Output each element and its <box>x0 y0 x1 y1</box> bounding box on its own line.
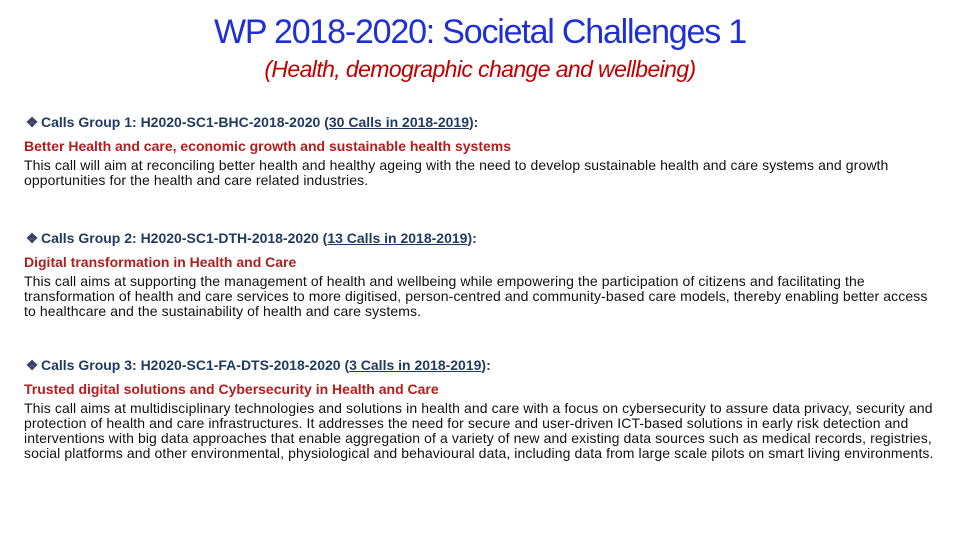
heading-prefix: Calls Group 1: H2020-SC1-BHC-2018-2020 ( <box>41 114 329 130</box>
calls-count-link[interactable]: 13 Calls in 2018-2019 <box>327 230 468 246</box>
calls-group-heading <box>24 229 936 247</box>
calls-group-2 <box>24 229 936 319</box>
heading-prefix: Calls Group 3: H2020-SC1-FA-DTS-2018-2020 ( <box>41 357 350 373</box>
diamond-bullet-icon: ❖ <box>25 230 39 246</box>
calls-group-topic: Trusted digital solutions and Cybersecurity in Health and Care <box>24 381 439 397</box>
heading-suffix: ): <box>467 230 477 246</box>
calls-group-description: This call will aim at reconciling better health and healthy ageing with the need to develop sustainable health and care systems and growth opportunities for the health and care related industries. <box>24 157 889 188</box>
calls-group-heading <box>24 356 936 374</box>
slide-subtitle: (Health, demographic change and wellbeing) <box>264 56 696 82</box>
calls-group-1 <box>24 113 936 188</box>
diamond-bullet-icon: ❖ <box>25 114 39 130</box>
slide-title: WP 2018-2020: Societal Challenges 1 <box>214 13 746 51</box>
calls-group-topic: Digital transformation in Health and Care <box>24 254 297 270</box>
calls-group-heading <box>24 113 936 131</box>
diamond-bullet-icon: ❖ <box>25 357 39 373</box>
calls-group-3 <box>24 356 936 461</box>
calls-count-link[interactable]: 30 Calls in 2018-2019 <box>328 114 469 130</box>
calls-group-description: This call aims at supporting the management of health and wellbeing while empowering the participation of citizens and facilitating the transformation of health and care services to more digitised, person-centred and community-based care models, thereby enabling better access to healthcare and the sustainability of health and care systems. <box>24 273 928 319</box>
calls-count-link[interactable]: 3 Calls in 2018-2019 <box>349 357 482 373</box>
heading-prefix: Calls Group 2: H2020-SC1-DTH-2018-2020 ( <box>41 230 328 246</box>
calls-group-description: This call aims at multidisciplinary technologies and solutions in health and care with a focus on cybersecurity to assure data privacy, security and protection of health and care infrastructures. It addresses the need for secure and user-driven ICT-based solutions in early risk detection and interventions with big data approaches that enable aggregation of a variety of new and existing data sources such as medical records, registries, social platforms and other environmental, physiological and behavioural data, including data from large scale pilots on smart living environments. <box>24 400 934 461</box>
heading-suffix: ): <box>469 114 479 130</box>
heading-suffix: ): <box>481 357 491 373</box>
calls-group-topic: Better Health and care, economic growth and sustainable health systems <box>24 138 512 154</box>
